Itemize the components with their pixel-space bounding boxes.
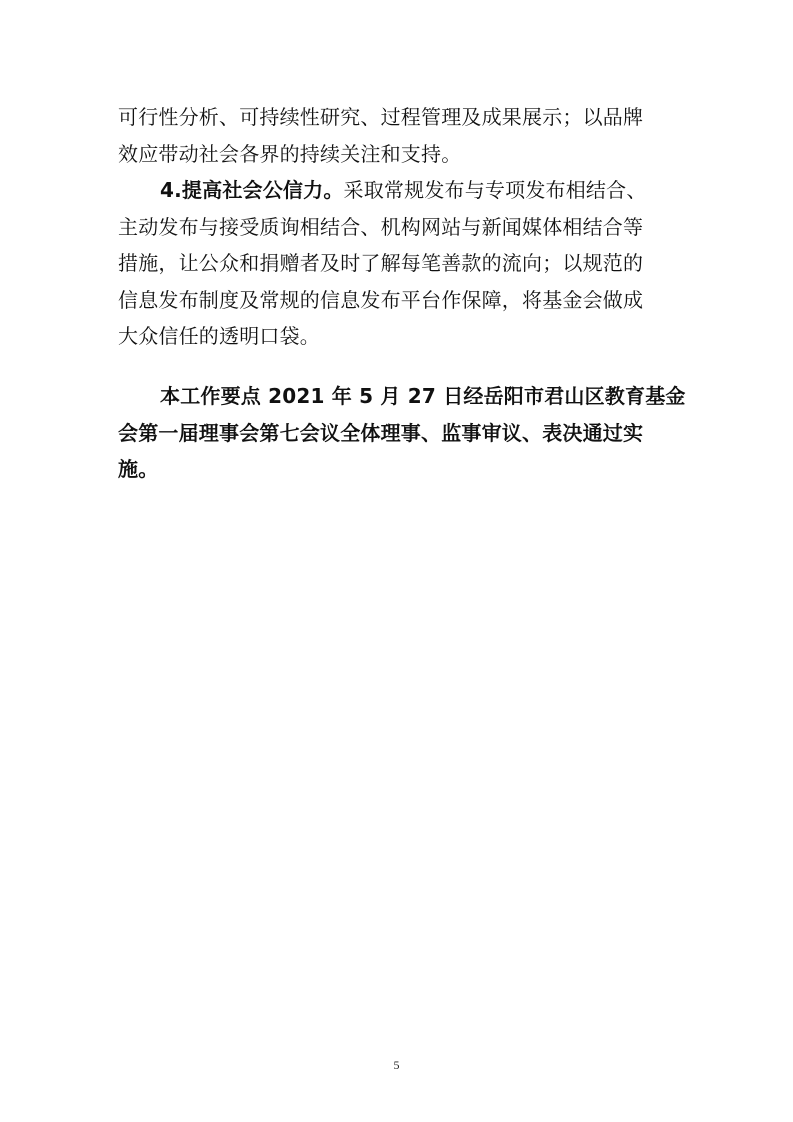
text-line: 会第一届理事会第七会议全体理事、监事审议、表决通过实 [118,420,644,445]
item-4-first-line-text: 采取常规发布与专项发布相结合、 [343,178,647,202]
text-line: 主动发布与接受质询相结合、机构网站与新闻媒体相结合等 [118,214,644,239]
paragraph-continuation [118,99,678,172]
text-line: 大众信任的透明口袋。 [118,324,320,349]
page-number: 5 [393,1058,400,1072]
closing-statement [118,378,686,488]
text-line: 信息发布制度及常规的信息发布平台作保障，将基金会做成 [118,287,644,312]
text-line: 施。 [118,457,159,482]
text-line: 效应带动社会各界的持续关注和支持。 [118,141,462,166]
text-line: 可行性分析、可持续性研究、过程管理及成果展示；以品牌 [118,105,644,129]
item-4-first-line [118,172,678,209]
item-4-paragraph [118,172,678,355]
item-4-heading: 4.提高社会公信力。 [160,178,344,202]
text-line: 本工作要点 2021 年 5 月 27 日经岳阳市君山区教育基金 [160,384,686,408]
text-line: 措施，让公众和捐赠者及时了解每笔善款的流向；以规范的 [118,251,644,276]
